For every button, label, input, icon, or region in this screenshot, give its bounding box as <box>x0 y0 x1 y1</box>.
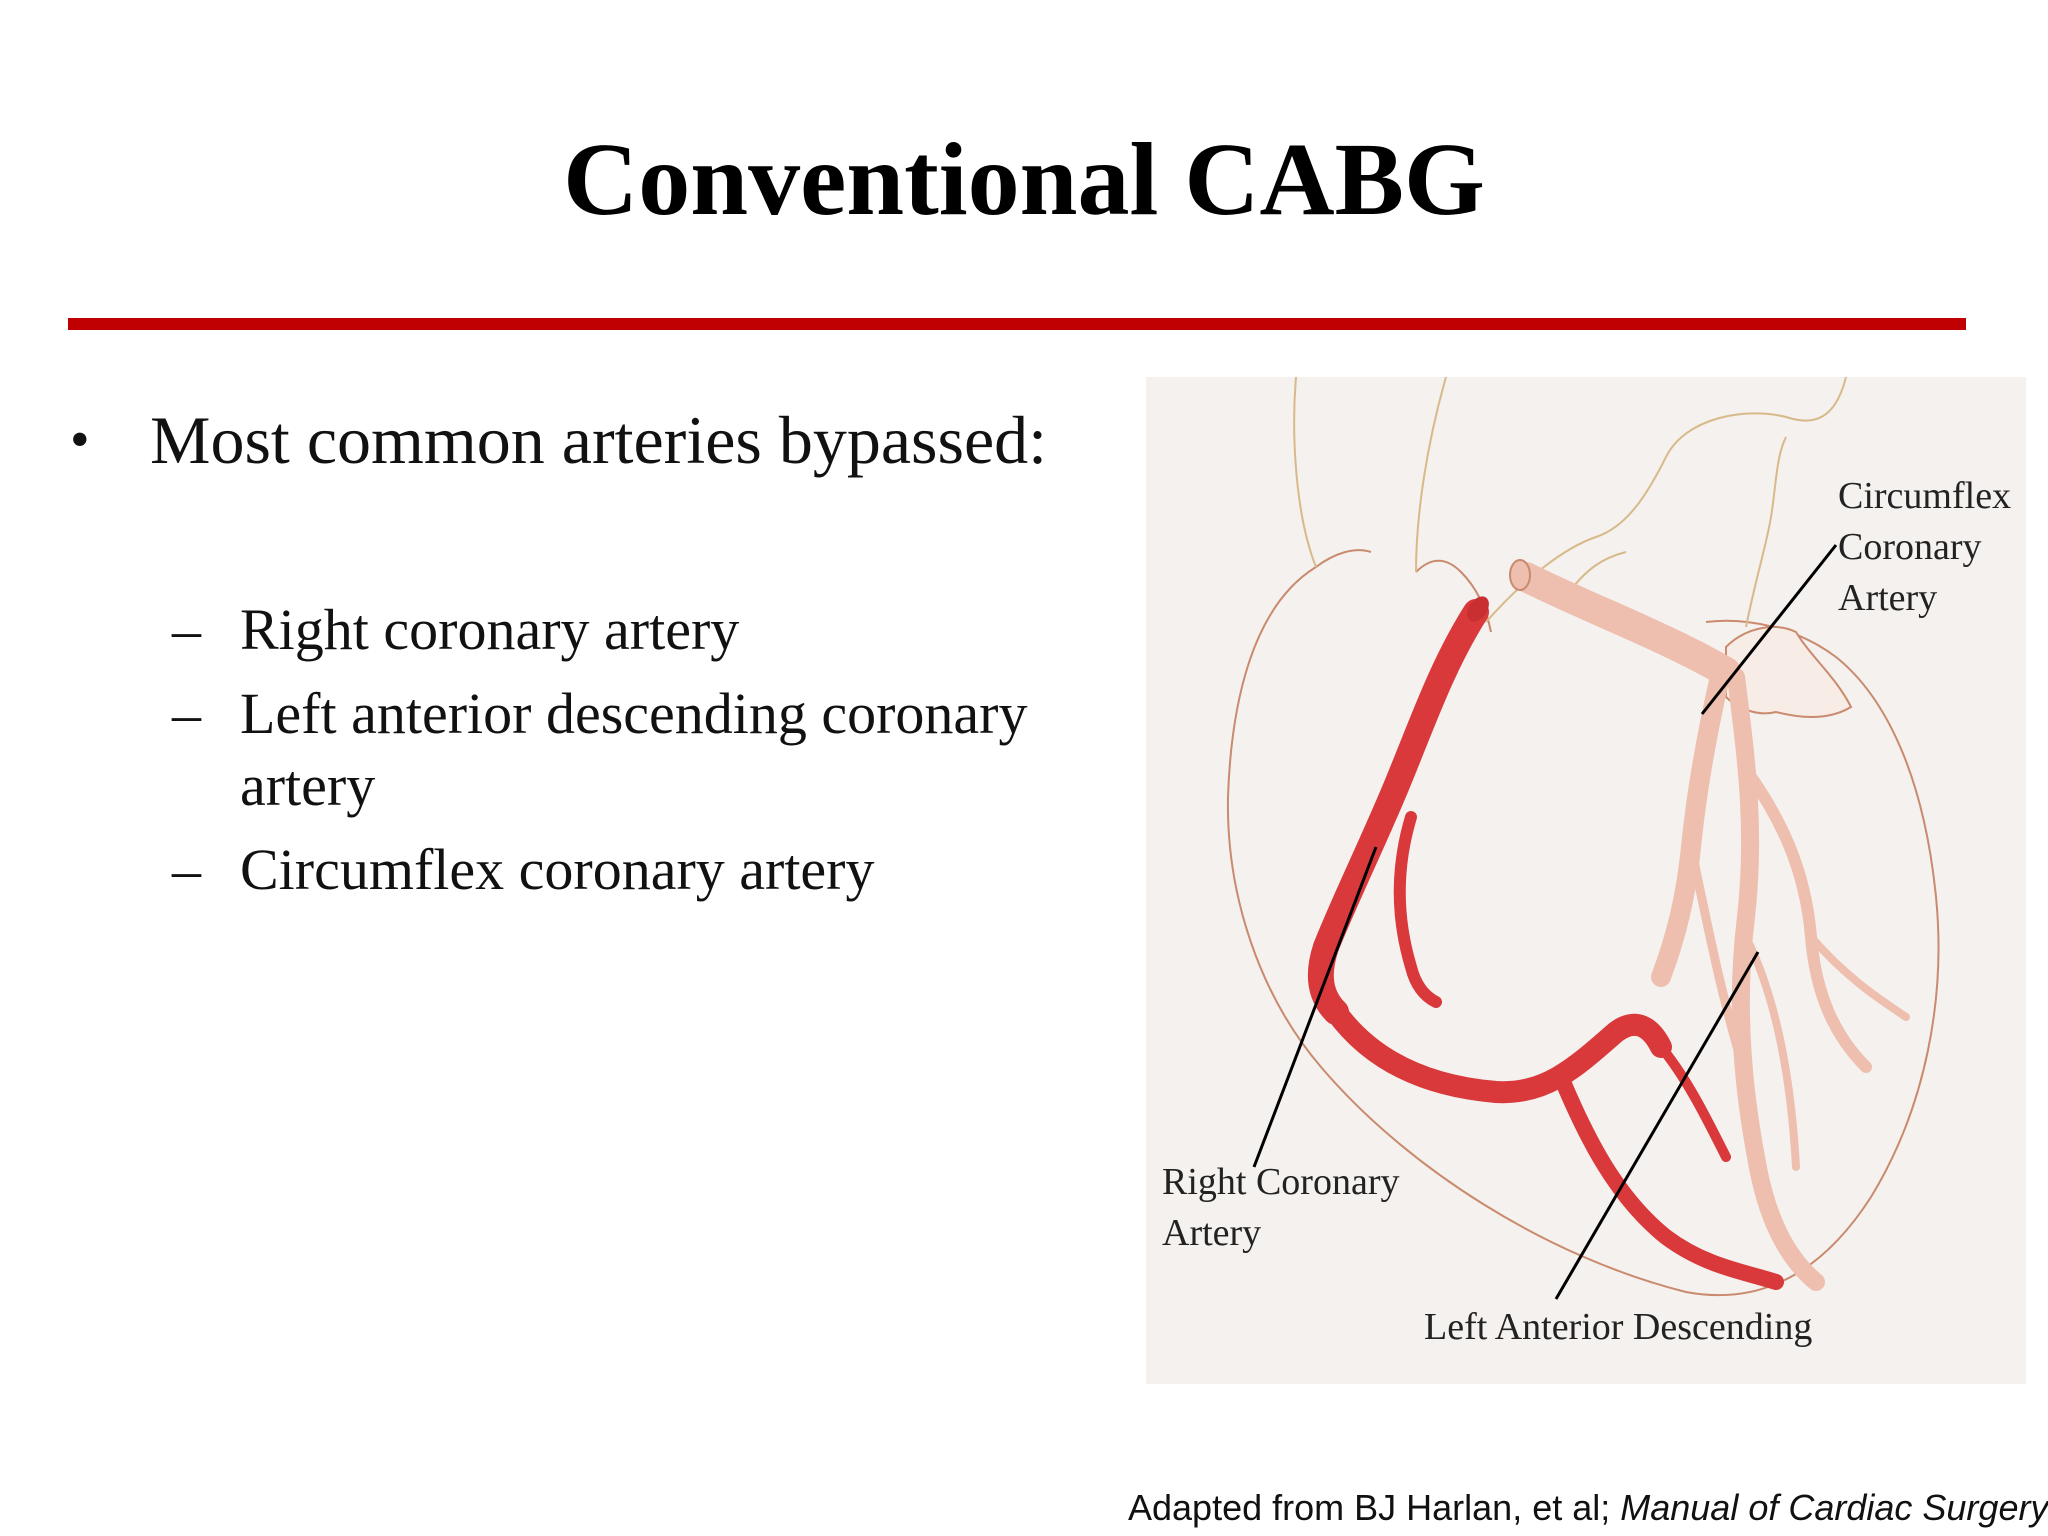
sub-bullet-text: Left anterior descending coronary artery <box>240 681 1028 818</box>
citation <box>1128 1486 2048 1530</box>
sub-bullet-symbol: – <box>172 837 201 902</box>
right-coronary-artery <box>1336 1012 1661 1092</box>
pulmonary-outline <box>1746 437 1786 627</box>
citation-source: Manual of Cardiac Surgery <box>1620 1487 2048 1528</box>
sub-bullet-text: Right coronary artery <box>240 597 740 662</box>
sub-bullet-item <box>172 834 1110 906</box>
sub-bullet-symbol: – <box>172 681 201 746</box>
bullet-item <box>70 398 1110 482</box>
aorta-outline <box>1294 377 1316 567</box>
label-circumflex-coronary-artery: Circumflex Coronary Artery <box>1838 475 2012 619</box>
sub-bullet-item <box>172 594 1110 666</box>
bullet-text: Most common arteries bypassed: <box>150 402 1048 478</box>
heart-outline <box>1316 550 1371 567</box>
slide-title: Conventional CABG <box>563 122 1485 237</box>
citation-authors: Adapted from BJ Harlan, et al; <box>1128 1487 1621 1528</box>
acute-marginal-branch <box>1400 817 1436 1002</box>
lad-artery <box>1736 677 1816 1282</box>
label-right-coronary-artery: Right Coronary Artery <box>1162 1161 1400 1254</box>
aorta-outline <box>1416 377 1446 572</box>
right-coronary-graft <box>1321 612 1476 1012</box>
sub-bullet-text: Circumflex coronary artery <box>240 837 875 902</box>
label-left-anterior-descending: Left Anterior Descending <box>1424 1306 1813 1348</box>
title-divider <box>68 318 1966 330</box>
leader-line-rca <box>1254 847 1376 1167</box>
left-main-ostium <box>1510 560 1530 590</box>
diagonal-branch <box>1751 777 1866 1067</box>
sub-bullet-list <box>70 594 1110 906</box>
left-main-artery <box>1526 577 1726 672</box>
heart-illustration <box>1146 377 2026 1384</box>
sub-bullet-item <box>172 678 1110 822</box>
bullet-symbol: • <box>70 409 90 471</box>
bullet-list <box>70 398 1110 918</box>
sub-bullet-symbol: – <box>172 597 201 662</box>
